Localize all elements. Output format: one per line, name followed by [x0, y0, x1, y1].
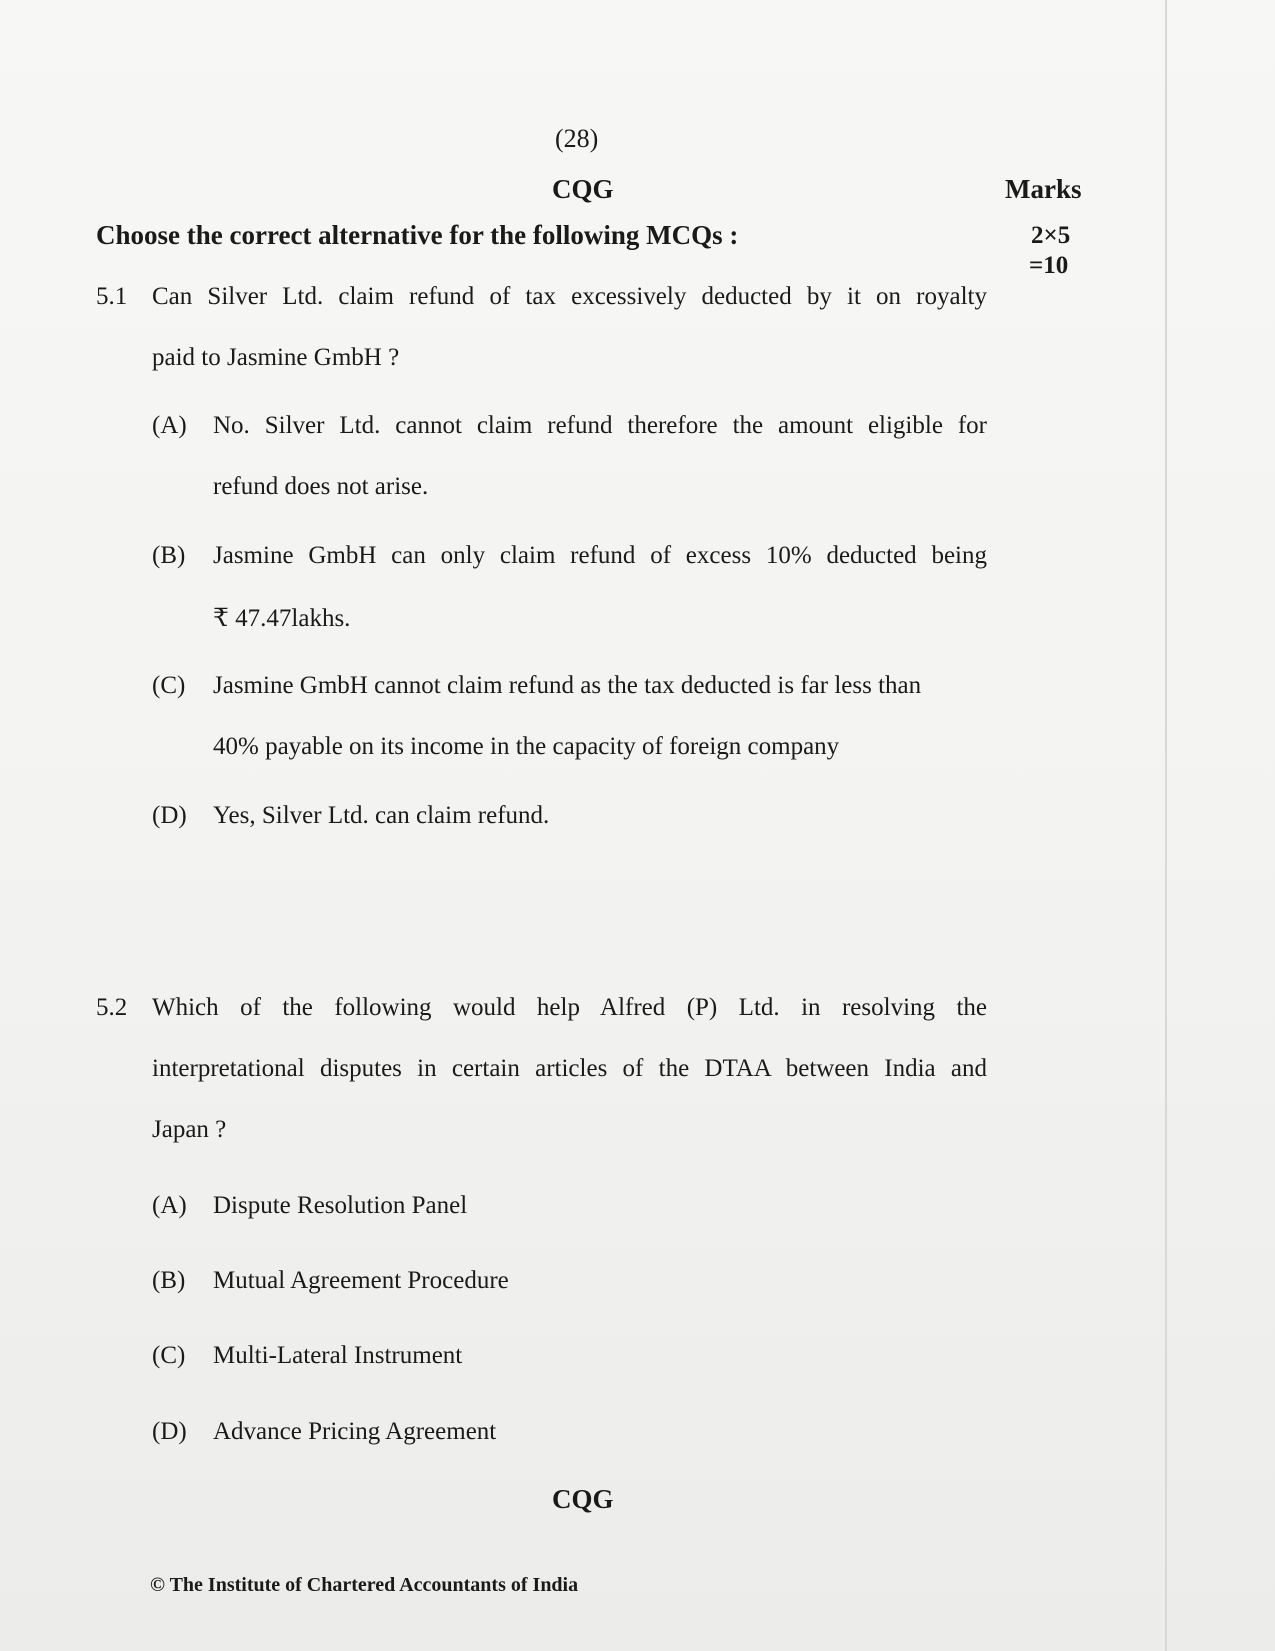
option-letter: (D) — [152, 802, 187, 829]
option-letter: (A) — [152, 412, 187, 439]
option-letter: (C) — [152, 1342, 186, 1369]
option-letter: (D) — [152, 1418, 187, 1445]
option-text-line: Mutual Agreement Procedure — [213, 1267, 509, 1294]
page-edge-divider — [1165, 0, 1167, 1651]
question-number: 5.2 — [96, 994, 128, 1021]
option-text-line: Advance Pricing Agreement — [213, 1418, 497, 1445]
option-letter: (B) — [152, 1267, 186, 1294]
option-text-line: Dispute Resolution Panel — [213, 1192, 468, 1219]
paper-code-footer: CQG — [552, 1484, 614, 1514]
option-text-line: ₹ 47.47lakhs. — [213, 605, 351, 632]
copyright-text: © The Institute of Chartered Accountants of India — [150, 1574, 579, 1596]
question-text-line: Japan ? — [152, 1116, 227, 1143]
option-text-line: No. Silver Ltd. cannot claim refund therefore the amount eligible for — [213, 412, 987, 439]
marks-heading: Marks — [1005, 174, 1082, 204]
option-text-line: Jasmine GmbH cannot claim refund as the tax deducted is far less than — [213, 672, 922, 699]
option-letter: (A) — [152, 1192, 187, 1219]
option-text-line: Yes, Silver Ltd. can claim refund. — [213, 802, 550, 829]
marks-value-line2: =10 — [1029, 252, 1069, 279]
question-text-line: Can Silver Ltd. claim refund of tax excessively deducted by it on royalty — [152, 283, 987, 310]
question-number: 5.1 — [96, 283, 128, 310]
option-text-line: Multi-Lateral Instrument — [213, 1342, 463, 1369]
option-text-line: Jasmine GmbH can only claim refund of excess 10% deducted being — [213, 542, 987, 569]
option-letter: (B) — [152, 542, 186, 569]
paper-code-header: CQG — [552, 174, 614, 204]
option-text-line: 40% payable on its income in the capacity of foreign company — [213, 733, 840, 760]
instruction-text: Choose the correct alternative for the following MCQs : — [96, 220, 739, 250]
marks-value-line1: 2×5 — [1031, 222, 1071, 249]
question-text-line: Which of the following would help Alfred (P) Ltd. in resolving the — [152, 994, 987, 1021]
question-text-line: paid to Jasmine GmbH ? — [152, 344, 400, 371]
page-number: (28) — [555, 124, 599, 153]
question-text-line: interpretational disputes in certain articles of the DTAA between India and — [152, 1055, 987, 1082]
option-text-line: refund does not arise. — [213, 473, 429, 500]
option-letter: (C) — [152, 672, 186, 699]
